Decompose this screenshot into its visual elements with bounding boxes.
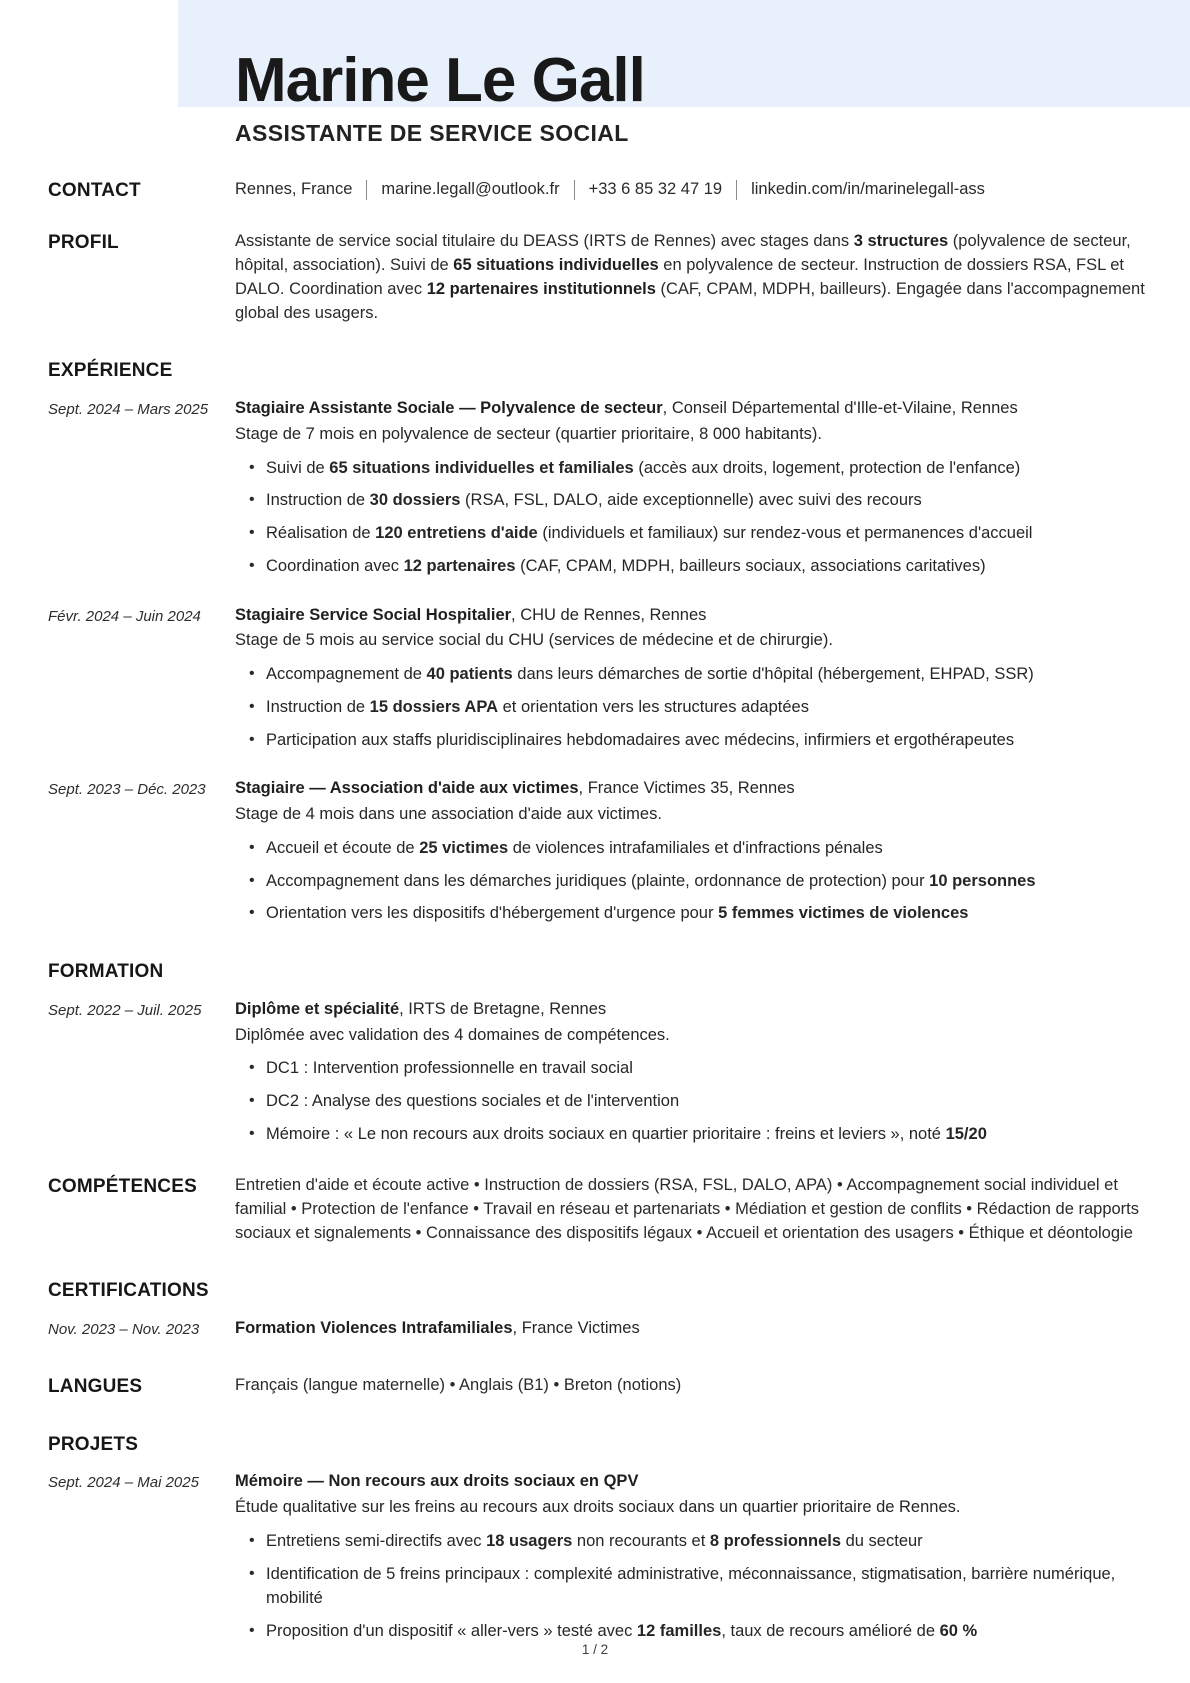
langues-text: Français (langue maternelle) • Anglais (B1) • Breton (notions) bbox=[235, 1375, 682, 1394]
bullet-item: • Entretiens semi-directifs avec 18 usagers non recourants et 8 professionnels du secteur bbox=[235, 1529, 1148, 1554]
langues-section-label: LANGUES bbox=[48, 1375, 143, 1397]
experience-entry bbox=[48, 776, 1148, 926]
entry-content bbox=[235, 997, 1148, 1147]
contact-line bbox=[235, 178, 1148, 202]
entry-title: Formation Violences Intrafamiliales, France Victimes bbox=[235, 1319, 640, 1338]
section-certifications bbox=[48, 1278, 1148, 1303]
entry-content bbox=[235, 776, 1148, 926]
contact-phone: +33 6 85 32 47 19 bbox=[588, 180, 723, 198]
section-competences bbox=[48, 1174, 1148, 1246]
experience-entry bbox=[48, 396, 1148, 579]
contact-divider bbox=[736, 180, 737, 200]
entry-bullet-list bbox=[235, 836, 1148, 926]
contact-email[interactable]: marine.legall@outlook.fr bbox=[381, 180, 560, 198]
entry-dates: Sept. 2024 – Mars 2025 bbox=[48, 401, 209, 419]
contact-section-label: CONTACT bbox=[48, 180, 141, 201]
entry-bullet-list bbox=[235, 662, 1148, 752]
formation-section-label: FORMATION bbox=[48, 961, 164, 983]
entry-bullet-list bbox=[235, 456, 1148, 579]
profil-text: Assistante de service social titulaire du DEASS (IRTS de Rennes) avec stages dans 3 structures (polyvalence de secteur, hôpital, association). Suivi de 65 situations individuelles en polyvalence de secteur. Instruction de dossiers RSA, FSL et DALO. Coordination avec 12 partenaires institutionnels (CAF, CPAM, MDPH, bailleurs). Engagée dans l'accompagnement global des usagers. bbox=[235, 231, 1145, 322]
entry-dates: Nov. 2023 – Nov. 2023 bbox=[48, 1321, 200, 1339]
projet-entry bbox=[48, 1469, 1148, 1644]
bullet-item: • Suivi de 65 situations individuelles et familiales (accès aux droits, logement, protection de l'enfance) bbox=[235, 456, 1148, 481]
competences-text: Entretien d'aide et écoute active • Instruction de dossiers (RSA, FSL, DALO, APA) • Accompagnement social individuel et familial • Protection de l'enfance • Travail en réseau et partenariats • Médiation et gestion de conflits • Rédaction de rapports sociaux et signalements • Connaissance des dispositifs légaux • Accueil et orientation des usagers • Éthique et déontologie bbox=[235, 1175, 1140, 1242]
entry-dates: Sept. 2023 – Déc. 2023 bbox=[48, 781, 206, 799]
formation-entry bbox=[48, 997, 1148, 1147]
bullet-item: • Instruction de 30 dossiers (RSA, FSL, DALO, aide exceptionnelle) avec suivi des recours bbox=[235, 488, 1148, 513]
entry-summary: Diplômée avec validation des 4 domaines de compétences. bbox=[235, 1025, 670, 1044]
bullet-item: • DC1 : Intervention professionnelle en travail social bbox=[235, 1056, 1148, 1081]
experience-entry bbox=[48, 603, 1148, 753]
entry-summary: Stage de 7 mois en polyvalence de secteur (quartier prioritaire, 8 000 habitants). bbox=[235, 424, 822, 443]
candidate-name: Marine Le Gall bbox=[235, 46, 645, 115]
section-formation bbox=[48, 959, 1148, 984]
bullet-item: • Participation aux staffs pluridisciplinaires hebdomadaires avec médecins, infirmiers et ergothérapeutes bbox=[235, 728, 1148, 753]
resume-body bbox=[0, 178, 1190, 1644]
bullet-item: • Identification de 5 freins principaux : complexité administrative, méconnaissance, stigmatisation, barrière numérique, mobilité bbox=[235, 1562, 1148, 1612]
entry-summary: Étude qualitative sur les freins au recours aux droits sociaux dans un quartier prioritaire de Rennes. bbox=[235, 1498, 961, 1517]
profil-section-label: PROFIL bbox=[48, 231, 119, 253]
candidate-job-title: ASSISTANTE DE SERVICE SOCIAL bbox=[235, 120, 629, 146]
competences-section-label: COMPÉTENCES bbox=[48, 1175, 197, 1197]
section-langues bbox=[48, 1374, 1148, 1399]
entry-bullet-list bbox=[235, 1056, 1148, 1146]
bullet-item: • DC2 : Analyse des questions sociales et de l'intervention bbox=[235, 1089, 1148, 1114]
certifications-section-label: CERTIFICATIONS bbox=[48, 1280, 209, 1302]
entry-title: Mémoire — Non recours aux droits sociaux en QPV bbox=[235, 1472, 639, 1491]
contact-divider bbox=[366, 180, 367, 200]
projets-section-label: PROJETS bbox=[48, 1433, 139, 1455]
entry-content bbox=[235, 1469, 1148, 1644]
entry-summary: Stage de 4 mois dans une association d'aide aux victimes. bbox=[235, 805, 662, 824]
certification-entry bbox=[48, 1316, 1148, 1341]
bullet-item: • Orientation vers les dispositifs d'hébergement d'urgence pour 5 femmes victimes de violences bbox=[235, 901, 1148, 926]
experience-section-label: EXPÉRIENCE bbox=[48, 360, 173, 382]
entry-title: Stagiaire — Association d'aide aux victimes, France Victimes 35, Rennes bbox=[235, 779, 795, 798]
entry-bullet-list bbox=[235, 1529, 1148, 1644]
bullet-item: • Mémoire : « Le non recours aux droits sociaux en quartier prioritaire : freins et leviers », noté 15/20 bbox=[235, 1122, 1148, 1147]
bullet-item: • Instruction de 15 dossiers APA et orientation vers les structures adaptées bbox=[235, 695, 1148, 720]
contact-divider bbox=[574, 180, 575, 200]
entry-title: Diplôme et spécialité, IRTS de Bretagne, Rennes bbox=[235, 999, 607, 1018]
bullet-item: • Accompagnement de 40 patients dans leurs démarches de sortie d'hôpital (hébergement, EHPAD, SSR) bbox=[235, 662, 1148, 687]
bullet-item: • Coordination avec 12 partenaires (CAF, CPAM, MDPH, bailleurs sociaux, associations caritatives) bbox=[235, 554, 1148, 579]
section-experience bbox=[48, 358, 1148, 383]
contact-linkedin[interactable]: linkedin.com/in/marinelegall-ass bbox=[751, 180, 985, 198]
entry-summary: Stage de 5 mois au service social du CHU (services de médecine et de chirurgie). bbox=[235, 631, 833, 650]
bullet-item: • Réalisation de 120 entretiens d'aide (individuels et familiaux) sur rendez-vous et permanences d'accueil bbox=[235, 521, 1148, 546]
bullet-item: • Accompagnement dans les démarches juridiques (plainte, ordonnance de protection) pour 10 personnes bbox=[235, 869, 1148, 894]
page-indicator: 1 / 2 bbox=[581, 1642, 609, 1657]
section-profil bbox=[48, 230, 1148, 326]
entry-dates: Sept. 2022 – Juil. 2025 bbox=[48, 1001, 202, 1019]
entry-title: Stagiaire Service Social Hospitalier, CHU de Rennes, Rennes bbox=[235, 605, 707, 624]
entry-title: Stagiaire Assistante Sociale — Polyvalence de secteur, Conseil Départemental d'Ille-et-Vilaine, Rennes bbox=[235, 399, 1018, 418]
entry-content bbox=[235, 1316, 1148, 1341]
section-projets bbox=[48, 1432, 1148, 1457]
entry-content bbox=[235, 396, 1148, 579]
header bbox=[0, 0, 1190, 162]
entry-dates: Sept. 2024 – Mai 2025 bbox=[48, 1474, 199, 1492]
section-contact bbox=[48, 178, 1148, 203]
entry-content bbox=[235, 603, 1148, 753]
bullet-item: • Proposition d'un dispositif « aller-vers » testé avec 12 familles, taux de recours amélioré de 60 % bbox=[235, 1619, 1148, 1644]
bullet-item: • Accueil et écoute de 25 victimes de violences intrafamiliales et d'infractions pénales bbox=[235, 836, 1148, 861]
entry-dates: Févr. 2024 – Juin 2024 bbox=[48, 607, 201, 625]
contact-location: Rennes, France bbox=[235, 180, 353, 198]
